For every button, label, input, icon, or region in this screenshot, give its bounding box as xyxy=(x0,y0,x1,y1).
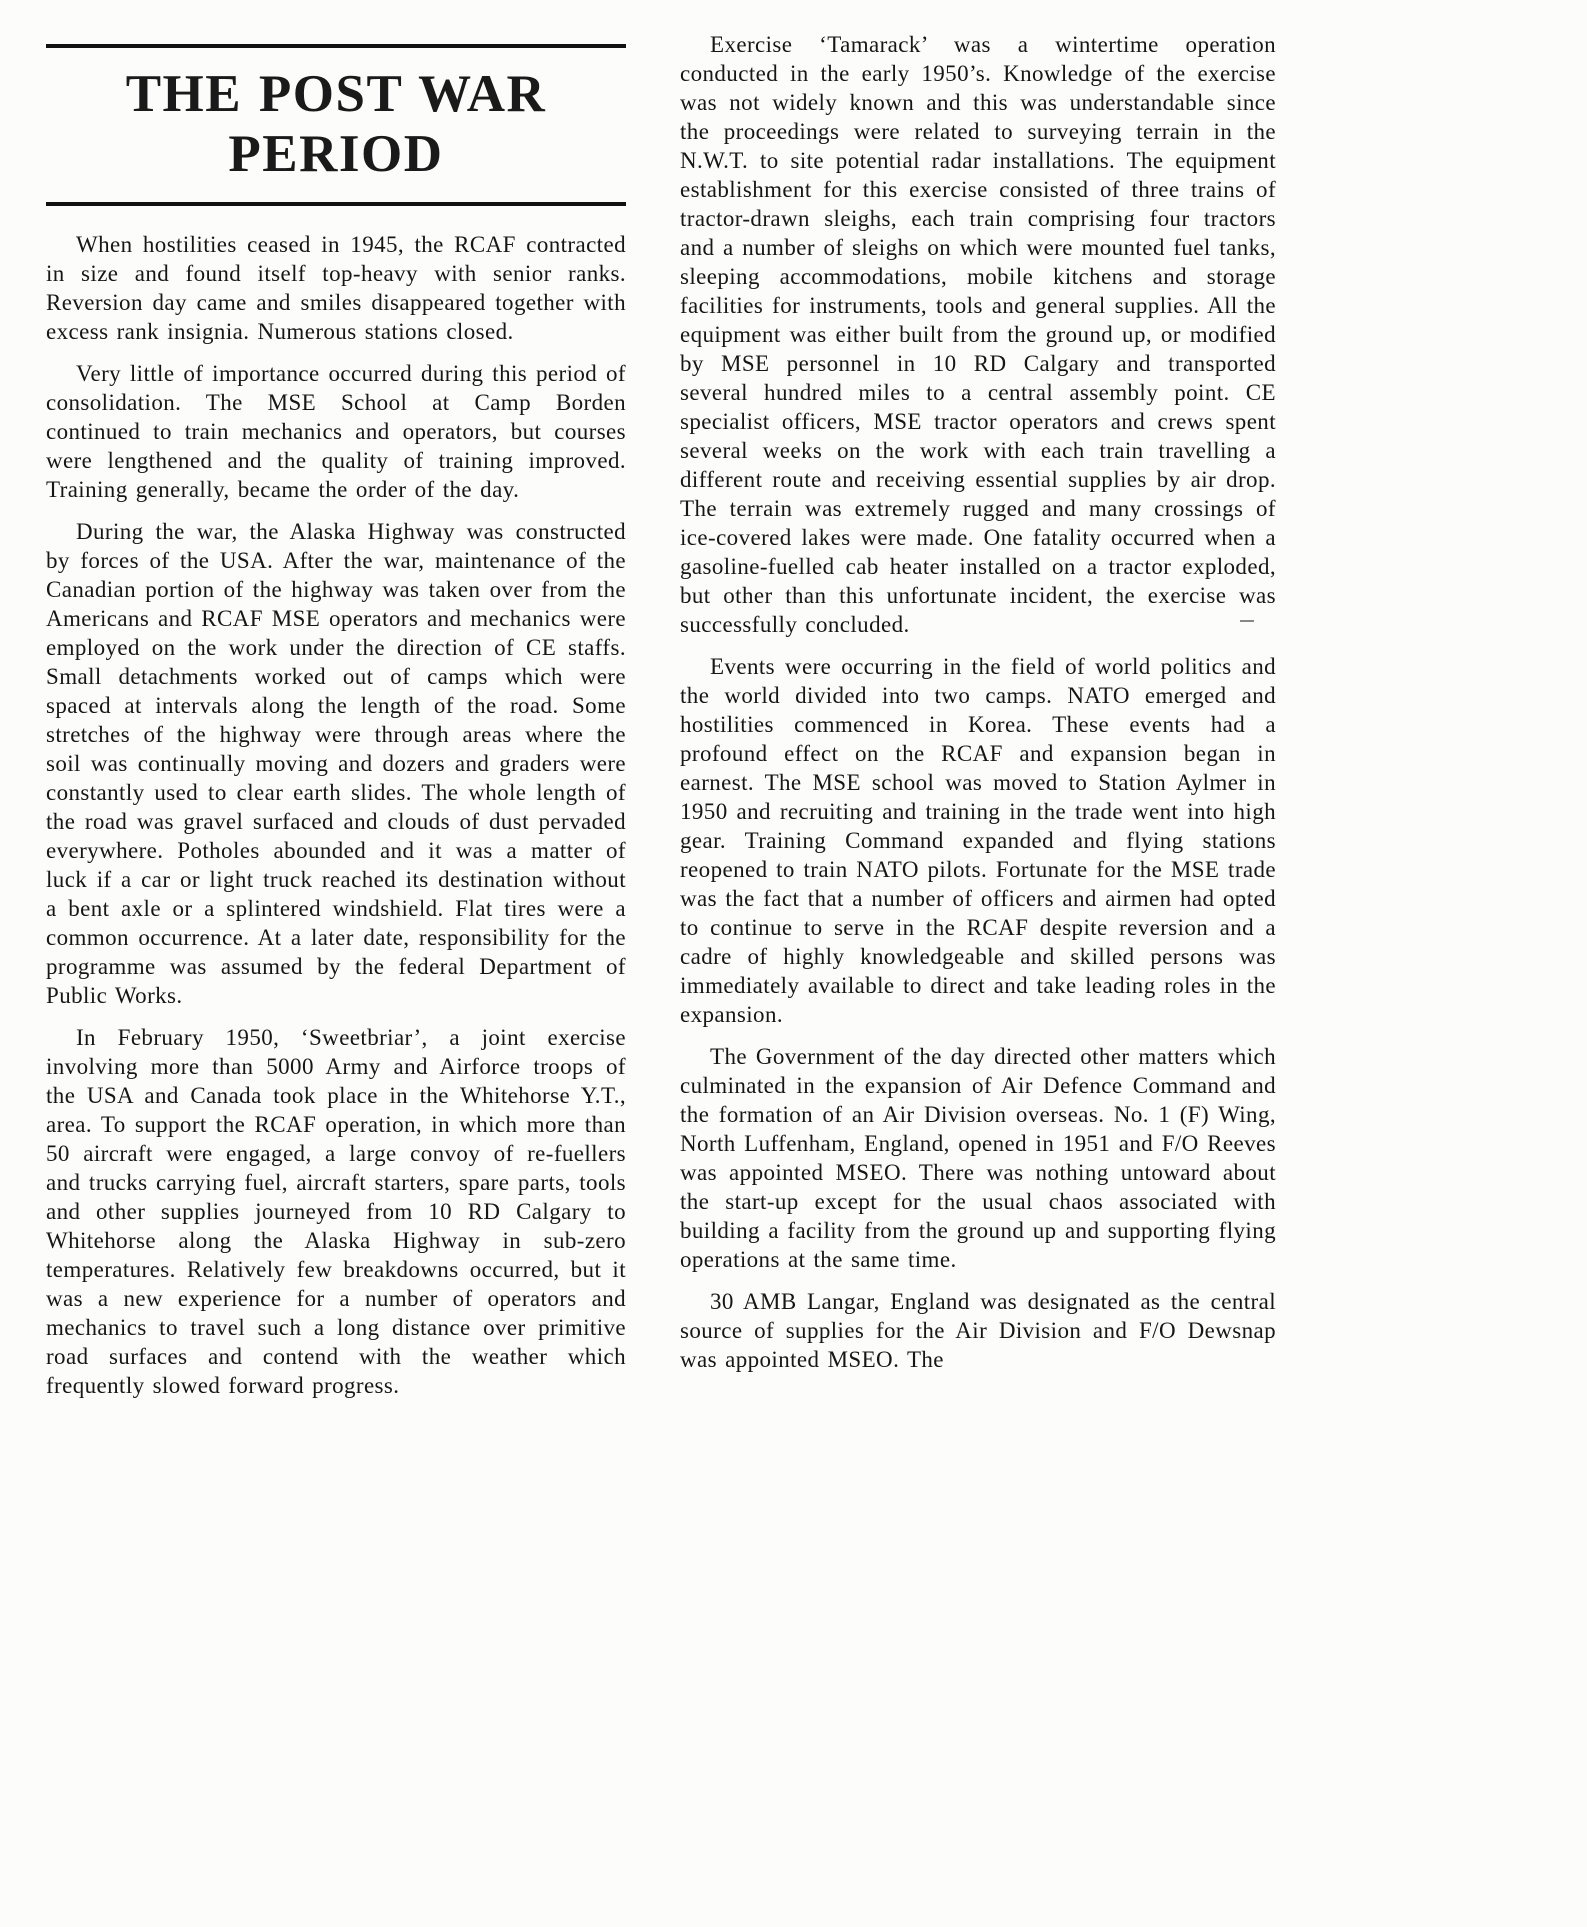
title-line-2: PERIOD xyxy=(228,125,444,183)
paragraph: During the war, the Alaska Highway was constructed by forces of the USA. After the war, maintenance of the Canadian portion of the highway was taken over from the Americans and RCAF MSE operators and mechanics were employed on the work under the direction of CE staffs. Small detachments worked out of camps which were spaced at intervals along the length of the road. Some stretches of the highway were through areas where the soil was continually moving and dozers and graders were constantly used to clear earth slides. The whole length of the road was gravel surfaced and clouds of dust pervaded everywhere. Potholes abounded and it was a matter of luck if a car or light truck reached its destination without a bent axle or a splintered windshield. Flat tires were a common occurrence. At a later date, responsibility for the programme was assumed by the federal Department of Public Works. xyxy=(46,519,626,1008)
paragraph: Exercise ‘Tamarack’ was a wintertime operation conducted in the early 1950’s. Knowledge of the exercise was not widely known and this was understandable since the proceedings were related to surveying terrain in the N.W.T. to site potential radar installations. The equipment establishment for this exercise consisted of three trains of tractor-drawn sleighs, each train comprising four tractors and a number of sleighs on which were mounted fuel tanks, sleeping accommodations, mobile kitchens and storage facilities for instruments, tools and general supplies. All the equipment was either built from the ground up, or modified by MSE personnel in 10 RD Calgary and transported several hundred miles to a central assembly point. CE specialist officers, MSE tractor operators and crews spent several weeks on the work with each train travelling a different route and receiving essential supplies by air drop. The terrain was extremely rugged and many crossings of ice-covered lakes were made. One fatality occurred when a gasoline-fuelled cab heater installed on a tractor exploded, but other than this unfortunate incident, the exercise was successfully concluded. xyxy=(680,32,1276,637)
paragraph: When hostilities ceased in 1945, the RCAF contracted in size and found itself top-heavy with senior ranks. Reversion day came and smiles disappeared together with excess rank insignia. Numerous stations closed. xyxy=(46,232,626,344)
title-block xyxy=(46,44,626,206)
paragraph: Very little of importance occurred during this period of consolidation. The MSE School at Camp Borden continued to train mechanics and operators, but courses were lengthened and the quality of training improved. Training generally, became the order of the day. xyxy=(46,361,626,502)
paragraph: 30 AMB Langar, England was designated as the central source of supplies for the Air Division and F/O Dewsnap was appointed MSEO. The xyxy=(680,1289,1276,1372)
article-title xyxy=(46,48,626,202)
title-line-1: THE POST WAR xyxy=(125,65,547,123)
paragraph: Events were occurring in the field of world politics and the world divided into two camps. NATO emerged and hostilities commenced in Korea. These events had a profound effect on the RCAF and expansion began in earnest. The MSE school was moved to Station Aylmer in 1950 and recruiting and training in the trade went into high gear. Training Command expanded and flying stations reopened to train NATO pilots. Fortunate for the MSE trade was the fact that a number of officers and airmen had opted to continue to serve in the RCAF despite reversion and a cadre of highly knowledgeable and skilled persons was immediately available to direct and take leading roles in the expansion. xyxy=(680,654,1276,1027)
scan-artifact-dash xyxy=(1240,620,1254,622)
paragraph: The Government of the day directed other matters which culminated in the expansion of Air Defence Command and the formation of an Air Division overseas. No. 1 (F) Wing, North Luffenham, England, opened in 1951 and F/O Reeves was appointed MSEO. There was nothing untoward about the start-up except for the usual chaos associated with building a facility from the ground up and supporting flying operations at the same time. xyxy=(680,1044,1276,1272)
title-rule-bottom xyxy=(46,202,626,206)
right-column xyxy=(680,30,1276,1413)
paragraph: In February 1950, ‘Sweetbriar’, a joint exercise involving more than 5000 Army and Airforce troops of the USA and Canada took place in the Whitehorse Y.T., area. To support the RCAF operation, in which more than 50 aircraft were engaged, a large convoy of re-fuellers and trucks carrying fuel, aircraft starters, spare parts, tools and other supplies journeyed from 10 RD Calgary to Whitehorse along the Alaska Highway in sub-zero temperatures. Relatively few breakdowns occurred, but it was a new experience for a number of operators and mechanics to travel such a long distance over primitive road surfaces and contend with the weather which frequently slowed forward progress. xyxy=(46,1025,626,1398)
left-column xyxy=(46,30,626,1413)
